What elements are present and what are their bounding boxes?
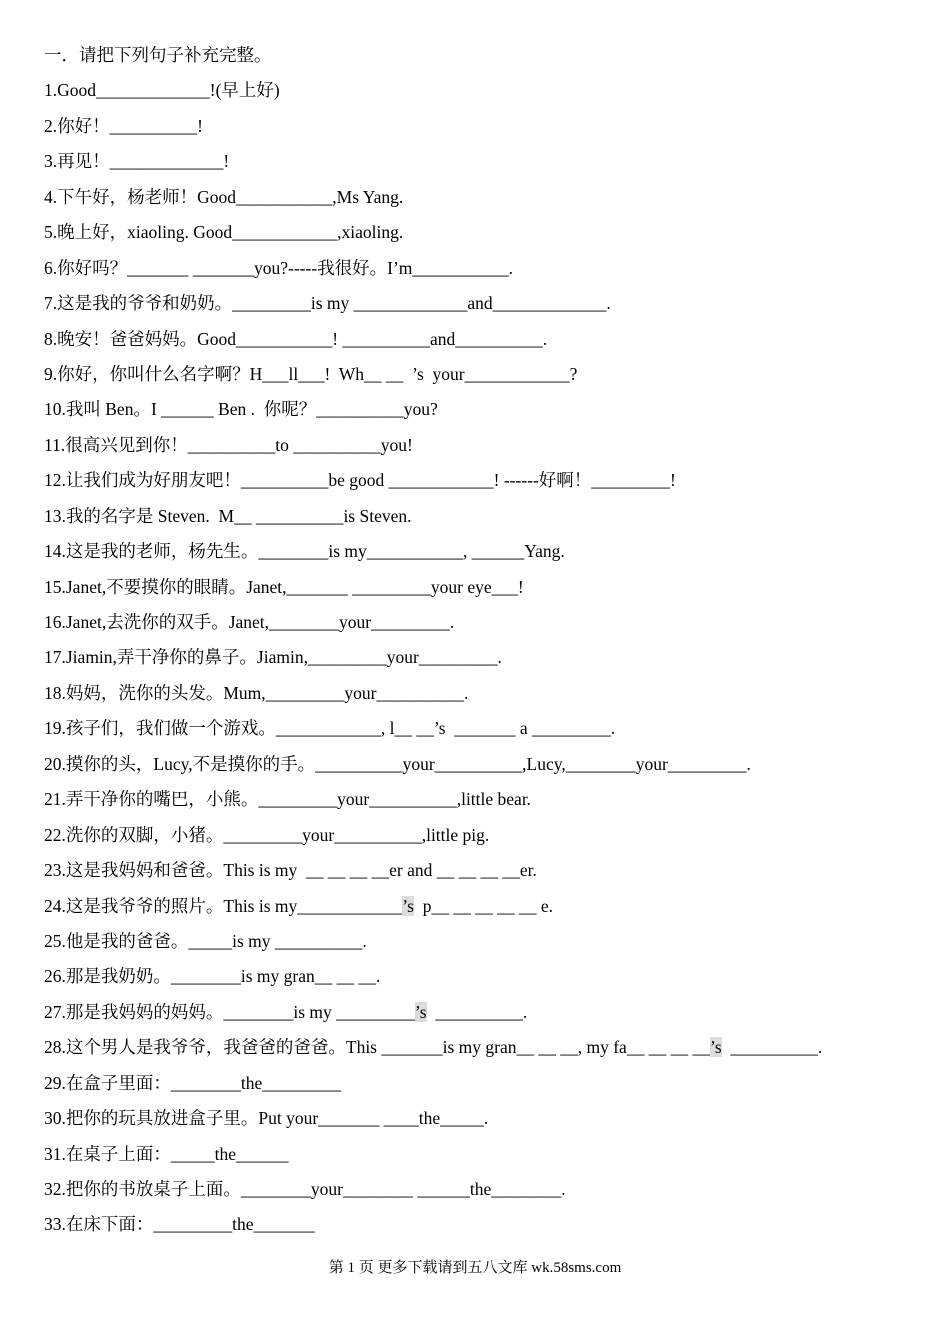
question-line: 22.洗你的双脚，小猪。_________your__________,little pig. (44, 824, 490, 845)
question-line: 29.在盒子里面：________the_________ (44, 1072, 342, 1093)
question-line: 24.这是我爷爷的照片。This is my____________’s p__ __ __ __ __ e. (44, 895, 553, 916)
question-line: 11.很高兴见到你！__________to __________you! (44, 434, 413, 455)
question-line: 26.那是我奶奶。________is my gran__ __ __. (44, 966, 381, 987)
question-line: 25.他是我的爸爸。_____is my __________. (44, 930, 367, 951)
worksheet-body (44, 38, 924, 1243)
question-line: 10.我叫 Ben。I ______ Ben . 你呢？__________you? (44, 399, 438, 420)
question-line: 2.你好！__________! (44, 115, 203, 136)
question-line: 13.我的名字是 Steven. M__ __________is Steven. (44, 505, 412, 526)
question-line: 21.弄干净你的嘴巴，小熊。_________your__________,little bear. (44, 789, 532, 810)
question-line: 33.在床下面：_________the_______ (44, 1214, 315, 1235)
highlighted-possessive: ’s (709, 1037, 722, 1058)
question-line: 3.再见！_____________! (44, 151, 230, 172)
question-line: 31.在桌子上面：_____the______ (44, 1143, 289, 1164)
highlighted-possessive: ’s (402, 895, 414, 916)
question-line: 6.你好吗？_______ _______you?-----我很好。I’m___________. (44, 257, 514, 278)
question-line: 20.摸你的头，Lucy,不是摸你的手。__________your__________,Lucy,________your_________. (44, 753, 751, 774)
highlighted-possessive: ’s (414, 1001, 427, 1022)
question-line: 18.妈妈，洗你的头发。Mum,_________your__________. (44, 682, 469, 703)
question-line: 23.这是我妈妈和爸爸。This is my __ __ __ __er and __ __ __ __er. (44, 860, 537, 881)
question-line: 16.Janet,去洗你的双手。Janet,________your_________. (44, 612, 455, 632)
section-heading: 一．请把下列句子补充完整。 (44, 45, 272, 65)
question-line: 30.把你的玩具放进盒子里。Put your_______ ____the_____. (44, 1108, 489, 1129)
question-line: 28.这个男人是我爷爷，我爸爸的爸爸。This _______is my gran__ __ __, my fa__ __ __ __’s __________. (44, 1037, 823, 1058)
page-footer: 第 1 页 更多下载请到五八文库 wk.58sms.com (328, 1260, 622, 1276)
question-line: 9.你好，你叫什么名字啊？H___ll___! Wh__ __ ’s your____________? (44, 363, 578, 384)
question-line: 14.这是我的老师，杨先生。________is my___________, ______Yang. (44, 541, 565, 562)
question-line: 27.那是我妈妈的妈妈。________is my _________’s __________. (44, 1001, 528, 1022)
question-line: 7.这是我的爷爷和奶奶。_________is my _____________and_____________. (44, 293, 611, 314)
question-list (44, 73, 924, 1242)
question-line: 17.Jiamin,弄干净你的鼻子。Jiamin,_________your_________. (44, 647, 502, 668)
question-line: 12.让我们成为好朋友吧！__________be good ____________! ------好啊！_________! (44, 470, 676, 491)
question-line: 8.晚安！爸爸妈妈。Good___________! __________and__________. (44, 328, 548, 349)
question-line: 4.下午好，杨老师！Good___________,Ms Yang. (44, 186, 404, 207)
question-line: 15.Janet,不要摸你的眼睛。Janet,_______ _________your eye___! (44, 576, 524, 597)
question-line: 19.孩子们，我们做一个游戏。____________, l__ __’s _______ a _________. (44, 718, 616, 739)
question-line: 32.把你的书放桌子上面。________your________ ______the________. (44, 1179, 566, 1199)
question-line: 5.晚上好，xiaoling. Good____________,xiaoling. (44, 222, 404, 243)
question-line: 1.Good_____________!(早上好) (44, 80, 280, 101)
